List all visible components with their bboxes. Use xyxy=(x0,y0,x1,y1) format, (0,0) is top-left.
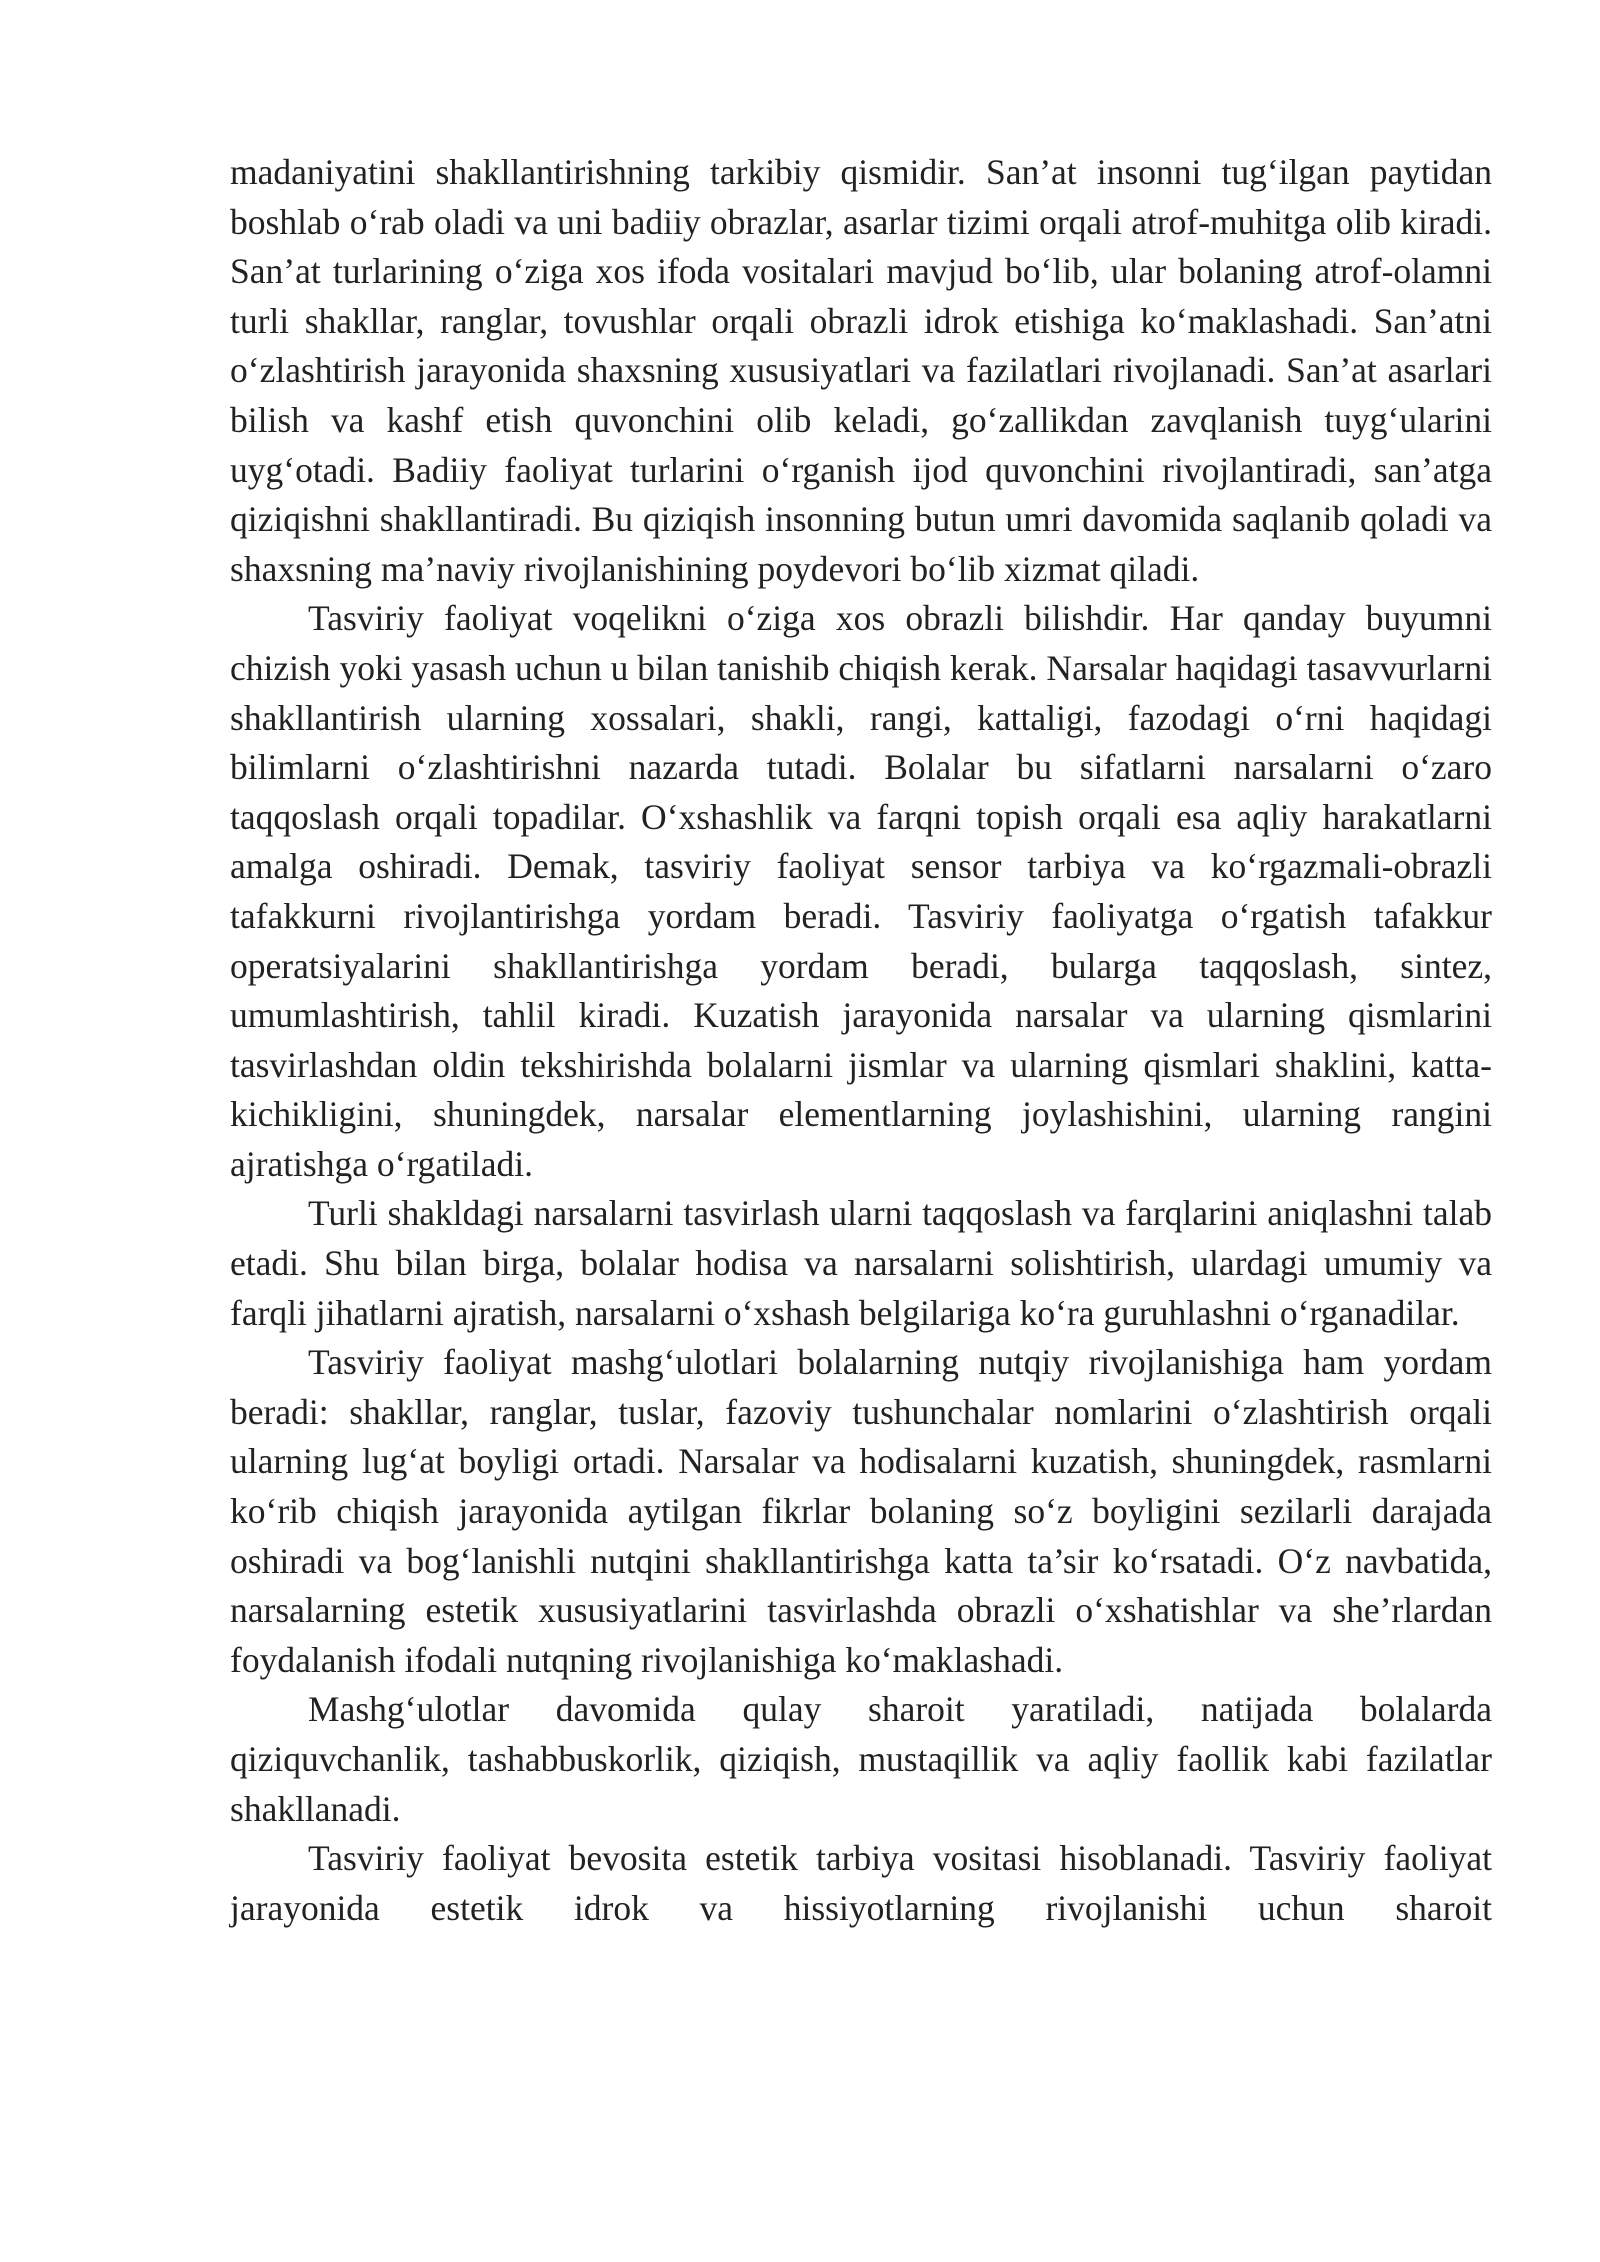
document-page xyxy=(230,148,1492,1933)
paragraph-personal-qualities: Mashg‘ulotlar davomida qulay sharoit yaratiladi, natijada bolalarda qiziquvchanlik, tashabbuskorlik, qiziqish, mustaqillik va aqliy faollik kabi fazilatlar shakllanadi. xyxy=(230,1689,1492,1829)
paragraph-speech-development: Tasviriy faoliyat mashg‘ulotlari bolalarning nutqiy rivojlanishiga ham yordam beradi: shakllar, ranglar, tuslar, fazoviy tushunchalar nomlarini o‘zlashtirish orqali ularning lug‘at boyligi ortadi. Narsalar va hodisalarni kuzatish, shuningdek, rasmlarni ko‘rib chiqish jarayonida aytilgan fikrlar bolaning so‘z boyligini sezilarli darajada oshiradi va bog‘lanishli nutqini shakllantirishga katta ta’sir ko‘rsatadi. O‘z navbatida, narsalarning estetik xususiyatlarini tasvirlashda obrazli o‘xshatishlar va she’rlardan foydalanish ifodali nutqning rivojlanishiga ko‘maklashadi. xyxy=(230,1342,1492,1680)
paragraph-visual-activity-cognition: Tasviriy faoliyat voqelikni o‘ziga xos obrazli bilishdir. Har qanday buyumni chizish yoki yasash uchun u bilan tanishib chiqish kerak. Narsalar haqidagi tasavvurlarni shakllantirish ularning xossalari, shakli, rangi, kattaligi, fazodagi o‘rni haqidagi bilimlarni o‘zlashtirishni nazarda tutadi. Bolalar bu sifatlarni narsalarni o‘zaro taqqoslash orqali topadilar. O‘xshashlik va farqni topish orqali esa aqliy harakatlarni amalga oshiradi. Demak, tasviriy faoliyat sensor tarbiya va ko‘rgazmali-obrazli tafakkurni rivojlantirishga yordam beradi. Tasviriy faoliyatga o‘rgatish tafakkur operatsiyalarini shakllantirishga yordam beradi, bularga taqqoslash, sintez, umumlashtirish, tahlil kiradi. Kuzatish jarayonida narsalar va ularning qismlarini tasvirlashdan oldin tekshirishda bolalarni jismlar va ularning qismlari shaklini, katta-kichikligini, shuningdek, narsalar elementlarning joylashishini, ularning rangini ajratishga o‘rgatiladi. xyxy=(230,598,1492,1184)
paragraph-aesthetic-education: Tasviriy faoliyat bevosita estetik tarbiya vositasi hisoblanadi. Tasviriy faoliyat jarayonida estetik idrok va hissiyotlarning rivojlanishi uchun sharoit xyxy=(230,1838,1492,1928)
paragraph-comparison-skills: Turli shakldagi narsalarni tasvirlash ularni taqqoslash va farqlarini aniqlashni talab etadi. Shu bilan birga, bolalar hodisa va narsalarni solishtirish, ulardagi umumiy va farqli jihatlarni ajratish, narsalarni o‘xshash belgilariga ko‘ra guruhlashni o‘rganadilar. xyxy=(230,1193,1492,1333)
paragraph-art-culture: madaniyatini shakllantirishning tarkibiy qismidir. San’at insonni tug‘ilgan paytidan boshlab o‘rab oladi va uni badiiy obrazlar, asarlar tizimi orqali atrof-muhitga olib kiradi. San’at turlarining o‘ziga xos ifoda vositalari mavjud bo‘lib, ular bolaning atrof-olamni turli shakllar, ranglar, tovushlar orqali obrazli idrok etishiga ko‘maklashadi. San’atni o‘zlashtirish jarayonida shaxsning xususiyatlari va fazilatlari rivojlanadi. San’at asarlari bilish va kashf etish quvonchini olib keladi, go‘zallikdan zavqlanish tuyg‘ularini uyg‘otadi. Badiiy faoliyat turlarini o‘rganish ijod quvonchini rivojlantiradi, san’atga qiziqishni shakllantiradi. Bu qiziqish insonning butun umri davomida saqlanib qoladi va shaxsning ma’naviy rivojlanishining poydevori bo‘lib xizmat qiladi. xyxy=(230,152,1492,589)
